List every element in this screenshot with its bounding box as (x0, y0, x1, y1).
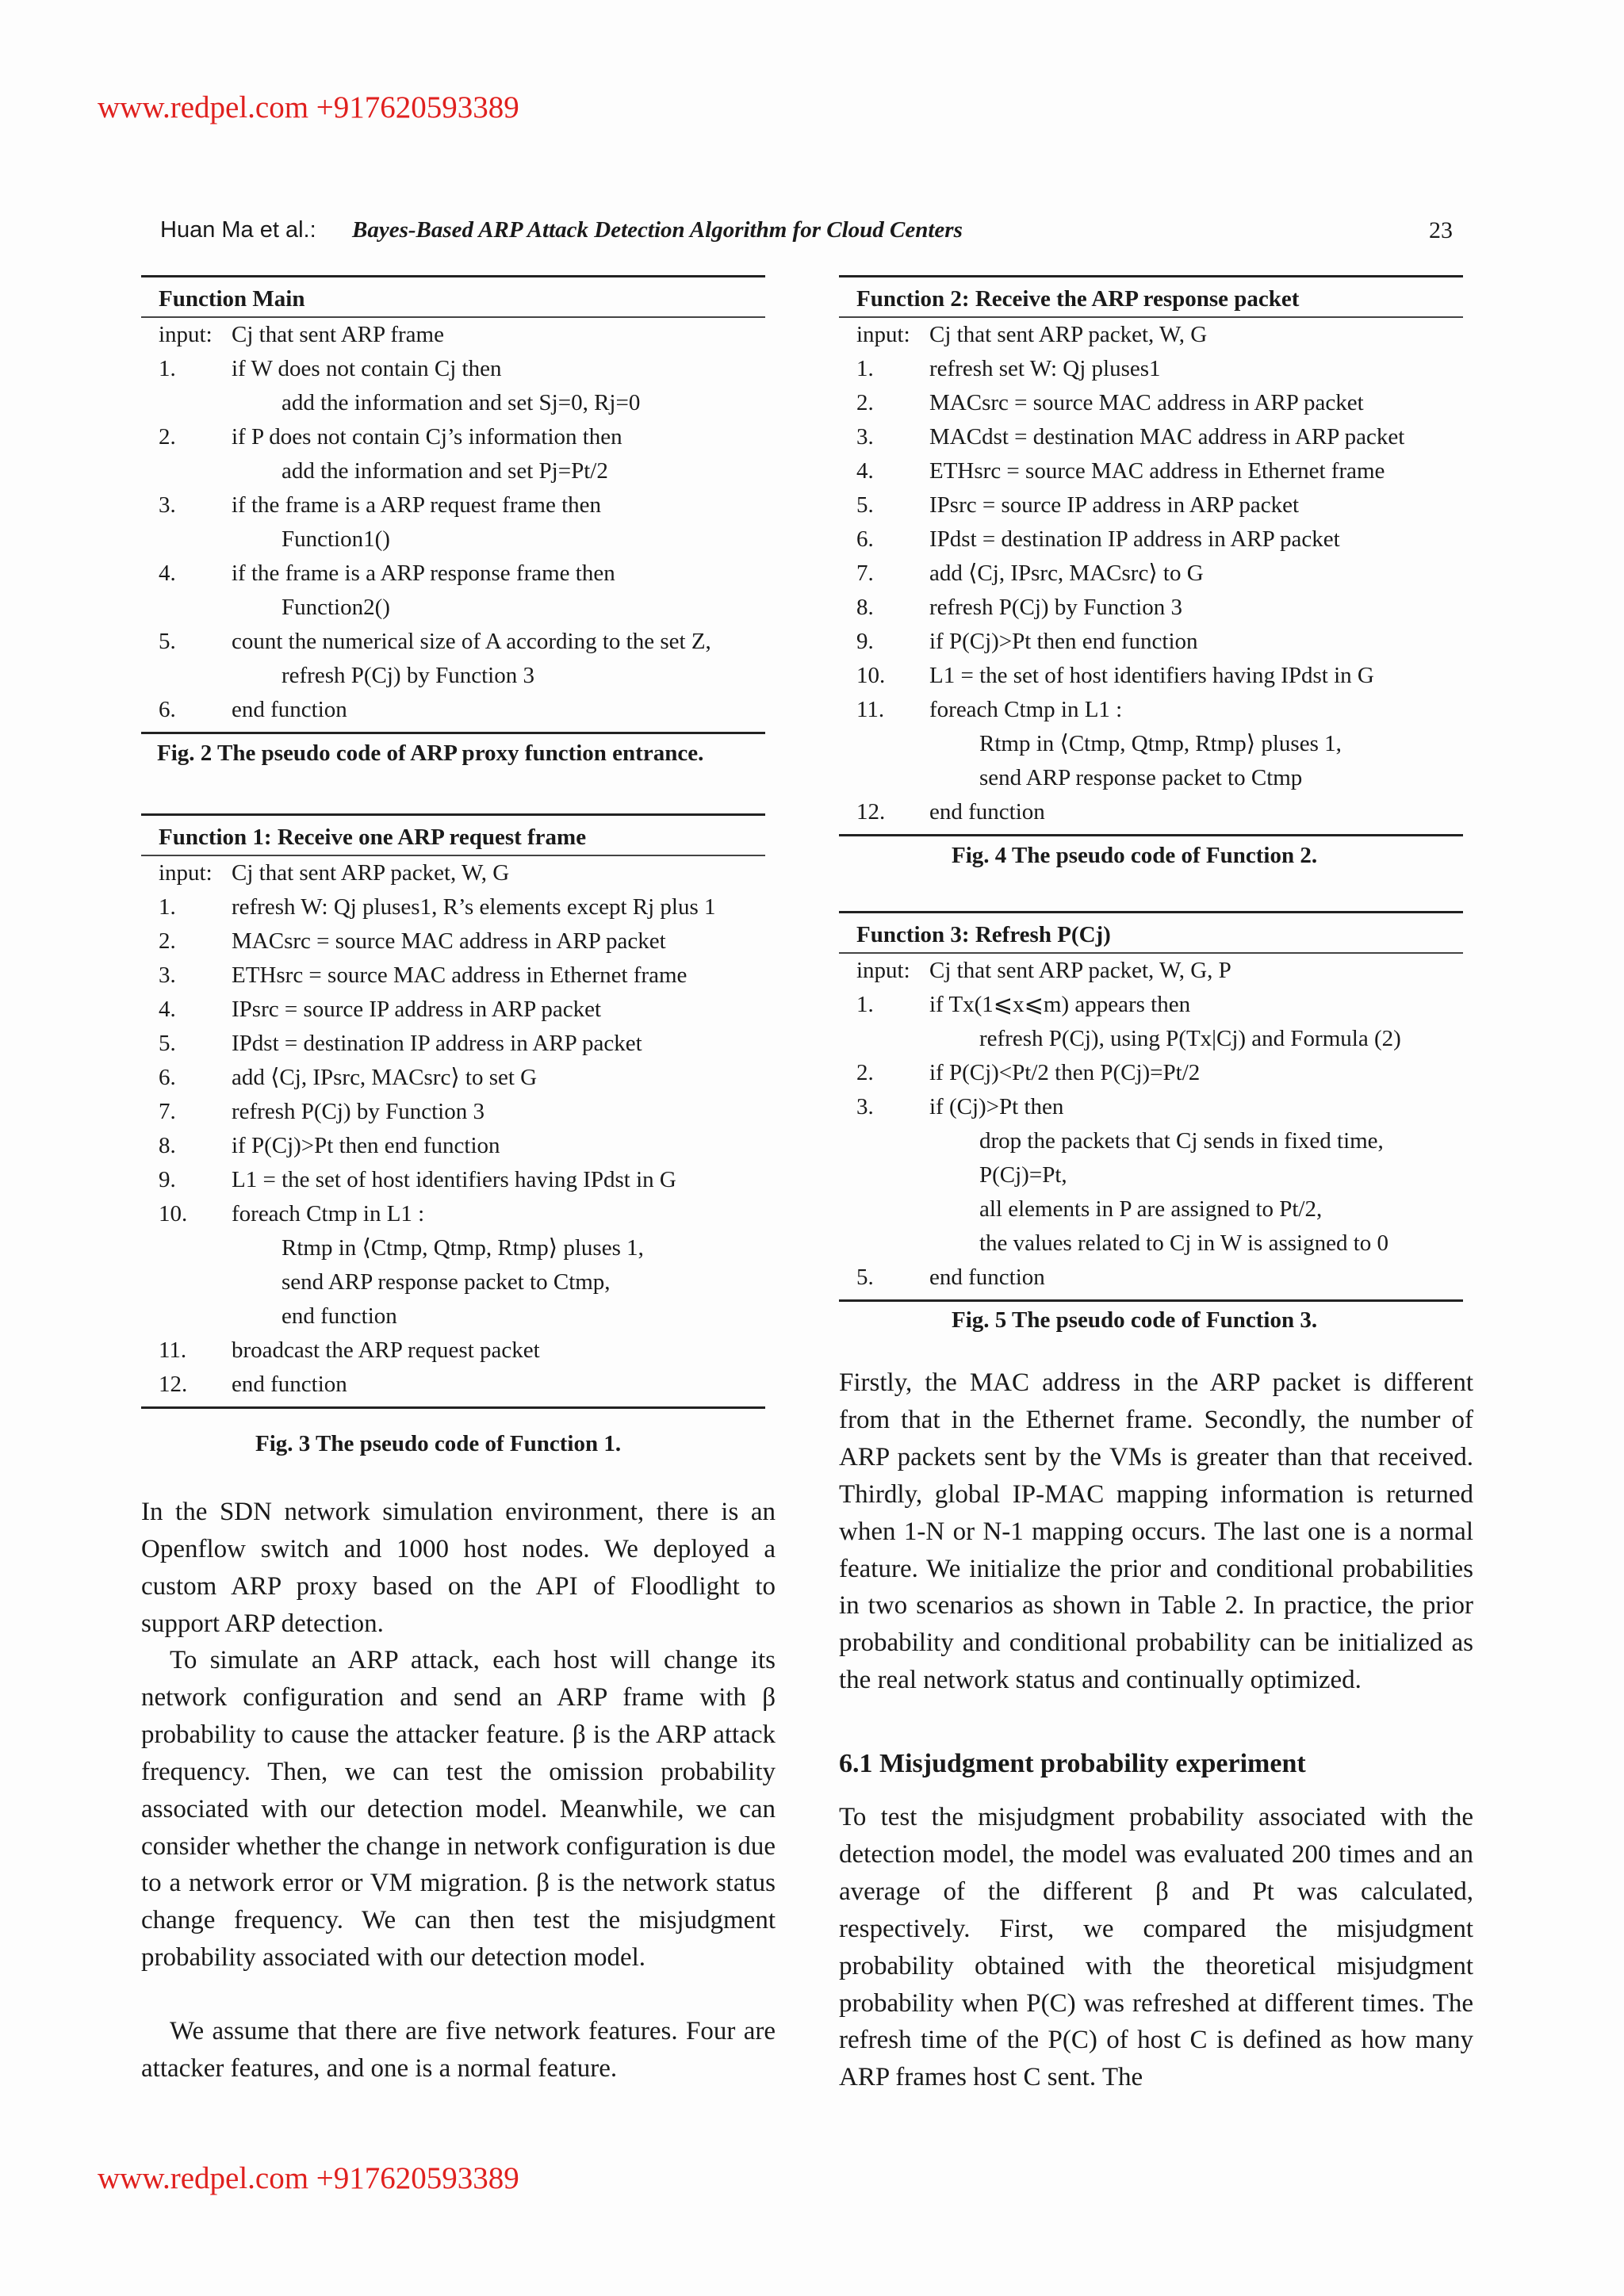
page-number: 23 (1429, 217, 1453, 243)
algorithm-line (839, 352, 1463, 386)
line-number: 7. (856, 561, 874, 586)
algorithm-title: Function 2: Receive the ARP response packet (839, 277, 1463, 318)
line-number: 9. (159, 1167, 176, 1192)
fig3-caption: Fig. 3 The pseudo code of Function 1. (255, 1431, 622, 1456)
line-text: end function (282, 1303, 397, 1329)
algorithm-line (839, 795, 1463, 829)
algorithm-line (839, 1261, 1463, 1295)
algorithm-line (141, 1334, 765, 1368)
body-paragraph: To simulate an ARP attack, each host will change its network configuration and send an ARP frame with β probability to cause the attacker feature. β is the ARP attack frequency. Then, we can test the omission probability associated with our detection model. Meanwhile, we can consider whether the change in network configuration is due to a network error or VM migration. β is the network status change frequency. We can then test the misjudgment probability associated with our detection model. (141, 1646, 776, 1973)
algorithm-line (141, 1299, 765, 1334)
algorithm-line (141, 1265, 765, 1299)
algorithm-rows (141, 856, 765, 1402)
line-text: all elements in P are assigned to Pt/2, (979, 1196, 1323, 1222)
line-text: if (Cj)>Pt then (929, 1094, 1064, 1119)
line-number: 12. (856, 799, 886, 825)
algorithm-line (839, 727, 1463, 761)
line-text: send ARP response packet to Ctmp, (282, 1269, 611, 1295)
algorithm-line (839, 1158, 1463, 1192)
fig4-caption: Fig. 4 The pseudo code of Function 2. (952, 843, 1318, 868)
line-text: add ⟨Cj, IPsrc, MACsrc⟩ to set G (232, 1065, 538, 1090)
line-number: 1. (856, 992, 874, 1017)
line-number: 4. (159, 997, 176, 1022)
algorithm-line (839, 420, 1463, 454)
body-paragraph: Firstly, the MAC address in the ARP packet is different from that in the Ethernet frame. Secondly, the number of ARP packets sent by the VMs is greater than that received. Thirdly, global IP-MAC mapping information is returned when 1-N or N-1 mapping occurs. The last one is a normal feature. We initialize the prior and conditional probabilities in two scenarios as shown in Table 2. In practice, the prior probability and conditional probability can be initialized as the real network status and continually optimized. (839, 1368, 1473, 1695)
line-text: IPsrc = source IP address in ARP packet (929, 492, 1300, 518)
header-title: Bayes-Based ARP Attack Detection Algorithm for Cloud Centers (352, 217, 963, 243)
algorithm-line (839, 557, 1463, 591)
algorithm-title: Function 1: Receive one ARP request frame (141, 816, 765, 856)
line-text: Rtmp in ⟨Ctmp, Qtmp, Rtmp⟩ pluses 1, (979, 731, 1342, 756)
line-number: 5. (856, 1265, 874, 1290)
algorithm-line (839, 761, 1463, 795)
line-number: 2. (159, 928, 176, 954)
algorithm-line (839, 488, 1463, 522)
algorithm-rows (839, 318, 1463, 829)
line-number: 6. (159, 697, 176, 722)
line-text: Cj that sent ARP frame (232, 322, 444, 347)
line-text: Cj that sent ARP packet, W, G (232, 860, 510, 886)
line-number: 3. (856, 1094, 874, 1119)
fig2-caption: Fig. 2 The pseudo code of ARP proxy function entrance. (157, 740, 704, 766)
line-text: if P(Cj)>Pt then end function (232, 1133, 500, 1158)
line-text: if the frame is a ARP response frame then (232, 561, 615, 586)
line-text: if the frame is a ARP request frame then (232, 492, 601, 518)
algorithm-line (839, 591, 1463, 625)
line-text: refresh P(Cj) by Function 3 (929, 595, 1182, 620)
line-text: end function (232, 1372, 347, 1397)
algorithm-line (141, 1197, 765, 1231)
line-text: if P(Cj)<Pt/2 then P(Cj)=Pt/2 (929, 1060, 1201, 1085)
line-number: 3. (159, 962, 176, 988)
algorithm-line (141, 659, 765, 693)
line-number: 5. (159, 1031, 176, 1056)
line-text: refresh W: Qj pluses1, R’s elements except Rj plus 1 (232, 894, 716, 920)
algorithm-line (141, 693, 765, 727)
line-text: P(Cj)=Pt, (979, 1162, 1067, 1188)
line-text: add the information and set Sj=0, Rj=0 (282, 390, 641, 415)
algorithm-line (141, 420, 765, 454)
line-text: add the information and set Pj=Pt/2 (282, 458, 608, 484)
algorithm-line (141, 1129, 765, 1163)
line-number: 12. (159, 1372, 188, 1397)
line-text: Cj that sent ARP packet, W, G (929, 322, 1208, 347)
line-number: 2. (159, 424, 176, 450)
line-text: end function (929, 1265, 1045, 1290)
line-text: ETHsrc = source MAC address in Ethernet frame (232, 962, 688, 988)
algorithm-line (839, 659, 1463, 693)
algorithm-line (141, 1061, 765, 1095)
line-text: IPsrc = source IP address in ARP packet (232, 997, 602, 1022)
fig5-caption: Fig. 5 The pseudo code of Function 3. (952, 1307, 1318, 1333)
line-number: 1. (856, 356, 874, 381)
algorithm-line (141, 454, 765, 488)
algorithm-rows (839, 954, 1463, 1295)
algorithm-line (839, 318, 1463, 352)
algorithm-rows (141, 318, 765, 727)
line-text: MACsrc = source MAC address in ARP packet (929, 390, 1364, 415)
line-text: count the numerical size of A according to the set Z, (232, 629, 711, 654)
line-text: send ARP response packet to Ctmp (979, 765, 1303, 790)
line-number: 5. (856, 492, 874, 518)
watermark-top: www.redpel.com +917620593389 (98, 90, 519, 124)
algorithm-line (141, 993, 765, 1027)
line-text: if W does not contain Cj then (232, 356, 502, 381)
line-text: if P(Cj)>Pt then end function (929, 629, 1198, 654)
algorithm-line (839, 522, 1463, 557)
line-number: 7. (159, 1099, 176, 1124)
line-text: the values related to Cj in W is assigned to 0 (979, 1230, 1389, 1256)
line-text: MACsrc = source MAC address in ARP packet (232, 928, 666, 954)
line-text: end function (929, 799, 1045, 825)
algorithm-line (839, 693, 1463, 727)
line-number: 4. (856, 458, 874, 484)
body-paragraph: We assume that there are five network features. Four are attacker features, and one is a normal feature. (141, 2017, 776, 2083)
line-text: Function2() (282, 595, 390, 620)
line-text: foreach Ctmp in L1 : (232, 1201, 425, 1226)
algorithm-line (141, 386, 765, 420)
algorithm-line (839, 1056, 1463, 1090)
body-paragraph: In the SDN network simulation environment, there is an Openflow switch and 1000 host nodes. We deployed a custom ARP proxy based on the API of Floodlight to support ARP detection. (141, 1498, 776, 1638)
line-number: 1. (159, 894, 176, 920)
line-text: refresh P(Cj), using P(Tx|Cj) and Formula (2) (979, 1026, 1401, 1051)
line-number: 11. (856, 697, 885, 722)
line-text: MACdst = destination MAC address in ARP packet (929, 424, 1405, 450)
algorithm-title: Function Main (141, 277, 765, 318)
line-text: refresh P(Cj) by Function 3 (232, 1099, 485, 1124)
line-text: Function1() (282, 526, 390, 552)
algorithm-line (839, 1090, 1463, 1124)
line-text: add ⟨Cj, IPsrc, MACsrc⟩ to G (929, 561, 1204, 586)
line-text: if Tx(1⩽x⩽m) appears then (929, 992, 1191, 1017)
line-text: IPdst = destination IP address in ARP packet (929, 526, 1340, 552)
line-number: input: (856, 958, 910, 983)
line-number: 10. (159, 1201, 188, 1226)
line-number: 3. (856, 424, 874, 450)
algorithm-function-main (141, 275, 765, 734)
algorithm-line (141, 591, 765, 625)
algorithm-line (141, 1027, 765, 1061)
algorithm-line (141, 318, 765, 352)
line-text: L1 = the set of host identifiers having IPdst in G (232, 1167, 676, 1192)
algorithm-line (839, 1226, 1463, 1261)
line-number: 4. (159, 561, 176, 586)
line-number: 6. (856, 526, 874, 552)
algorithm-line (141, 856, 765, 890)
line-text: end function (232, 697, 347, 722)
line-number: 11. (159, 1337, 187, 1363)
line-text: IPdst = destination IP address in ARP packet (232, 1031, 642, 1056)
watermark-bottom: www.redpel.com +917620593389 (98, 2161, 519, 2195)
line-text: broadcast the ARP request packet (232, 1337, 540, 1363)
algorithm-line (141, 625, 765, 659)
line-text: Cj that sent ARP packet, W, G, P (929, 958, 1231, 983)
algorithm-line (839, 454, 1463, 488)
algorithm-line (141, 959, 765, 993)
algorithm-line (141, 1095, 765, 1129)
algorithm-function-2 (839, 275, 1463, 836)
line-number: 9. (856, 629, 874, 654)
line-text: L1 = the set of host identifiers having IPdst in G (929, 663, 1374, 688)
algorithm-line (839, 954, 1463, 988)
algorithm-line (141, 522, 765, 557)
algorithm-function-1 (141, 813, 765, 1409)
line-text: refresh P(Cj) by Function 3 (282, 663, 534, 688)
line-text: foreach Ctmp in L1 : (929, 697, 1123, 722)
body-paragraph: To test the misjudgment probability associated with the detection model, the model was evaluated 200 times and an average of the different β and Pt was calculated, respectively. First, we compared the misjudgment probability obtained with the theoretical misjudgment probability when P(C) was refreshed at different times. The refresh time of the P(C) of host C is defined as how many ARP frames host C sent. The (839, 1803, 1473, 2092)
line-number: input: (159, 860, 213, 886)
algorithm-line (839, 625, 1463, 659)
section-heading: 6.1 Misjudgment probability experiment (839, 1749, 1306, 1778)
algorithm-line (141, 1368, 765, 1402)
line-text: Rtmp in ⟨Ctmp, Qtmp, Rtmp⟩ pluses 1, (282, 1235, 644, 1261)
line-number: 2. (856, 1060, 874, 1085)
algorithm-function-3 (839, 911, 1463, 1302)
line-number: 10. (856, 663, 886, 688)
running-header (160, 214, 1453, 249)
line-text: if P does not contain Cj’s information then (232, 424, 622, 450)
line-number: 1. (159, 356, 176, 381)
header-authors: Huan Ma et al.: (160, 217, 316, 243)
line-text: refresh set W: Qj pluses1 (929, 356, 1161, 381)
line-number: input: (159, 322, 213, 347)
line-number: 8. (159, 1133, 176, 1158)
algorithm-line (839, 1192, 1463, 1226)
algorithm-title: Function 3: Refresh P(Cj) (839, 913, 1463, 954)
line-number: 3. (159, 492, 176, 518)
line-number: 5. (159, 629, 176, 654)
line-number: 8. (856, 595, 874, 620)
line-number: 6. (159, 1065, 176, 1090)
algorithm-line (141, 924, 765, 959)
algorithm-line (141, 1231, 765, 1265)
algorithm-line (141, 1163, 765, 1197)
algorithm-line (141, 890, 765, 924)
line-text: drop the packets that Cj sends in fixed time, (979, 1128, 1384, 1154)
algorithm-line (141, 352, 765, 386)
algorithm-line (839, 1022, 1463, 1056)
algorithm-line (839, 988, 1463, 1022)
line-text: ETHsrc = source MAC address in Ethernet frame (929, 458, 1385, 484)
algorithm-line (141, 488, 765, 522)
algorithm-line (141, 557, 765, 591)
line-number: input: (856, 322, 910, 347)
algorithm-line (839, 1124, 1463, 1158)
line-number: 2. (856, 390, 874, 415)
algorithm-line (839, 386, 1463, 420)
